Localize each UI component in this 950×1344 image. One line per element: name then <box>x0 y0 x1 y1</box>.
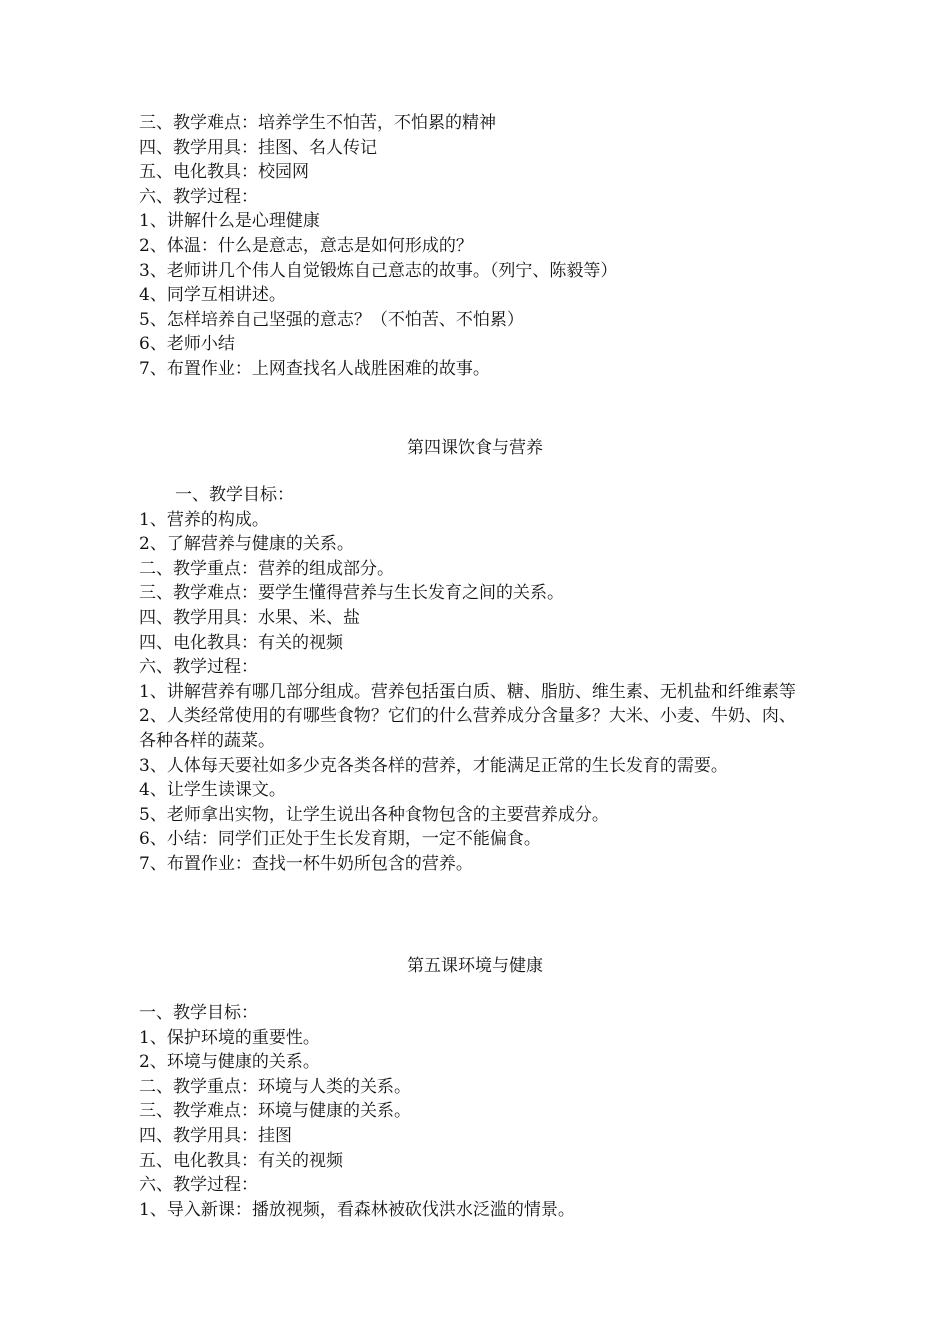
text-line: 6、小结：同学们正处于生长发育期，一定不能偏食。 <box>139 829 541 850</box>
text-line: 2、人类经常使用的有哪些食物？它们的什么营养成分含量多？大米、小麦、牛奶、肉、各种各样的蔬菜。 <box>139 706 796 751</box>
text-line: 3、老师讲几个伟人自觉锻炼自己意志的故事。（列宁、陈毅等） <box>139 260 618 281</box>
text-line: 四、电化教具：有关的视频 <box>139 632 343 653</box>
text-line: 一、教学目标： <box>139 1003 258 1023</box>
text-line: 4、同学互相讲述。 <box>139 285 286 306</box>
lesson5-title: 第五课环境与健康 <box>407 956 543 976</box>
lesson4-body <box>139 483 811 877</box>
text-line: 1、讲解营养有哪几部分组成。营养包括蛋白质、糖、脂肪、维生素、无机盐和纤维素等 <box>139 681 796 702</box>
text-line: 三、教学难点：环境与健康的关系。 <box>139 1101 411 1122</box>
text-line: 2、了解营养与健康的关系。 <box>139 534 354 555</box>
text-line: 2、体温：什么是意志，意志是如何形成的？ <box>139 235 473 256</box>
lesson4-title: 第四课饮食与营养 <box>407 438 543 458</box>
text-line: 7、布置作业：上网查找名人战胜困难的故事。 <box>139 358 490 379</box>
text-line: 1、营养的构成。 <box>139 509 269 530</box>
text-line: 三、教学难点：培养学生不怕苦，不怕累的精神 <box>139 113 496 133</box>
text-line: 六、教学过程： <box>139 186 258 207</box>
text-line: 1、保护环境的重要性。 <box>139 1027 320 1048</box>
text-line: 6、老师小结 <box>139 334 235 355</box>
text-line: 三、教学难点：要学生懂得营养与生长发育之间的关系。 <box>139 583 564 604</box>
text-line: 六、教学过程： <box>139 657 258 678</box>
text-line: 7、布置作业：查找一杯牛奶所包含的营养。 <box>139 853 473 874</box>
text-line: 5、怎样培养自己坚强的意志？（不怕苦、不怕累） <box>139 309 524 330</box>
text-line: 2、环境与健康的关系。 <box>139 1052 320 1073</box>
text-line: 4、让学生读课文。 <box>139 780 286 801</box>
text-line: 5、老师拿出实物，让学生说出各种食物包含的主要营养成分。 <box>139 804 609 825</box>
text-line: 五、电化教具：校园网 <box>139 162 309 183</box>
text-line: 1、讲解什么是心理健康 <box>139 211 320 232</box>
text-line: 一、教学目标： <box>175 485 294 505</box>
section-top <box>139 111 811 382</box>
text-line: 二、教学重点：营养的组成部分。 <box>139 558 394 579</box>
text-line: 1、导入新课：播放视频，看森林被砍伐洪水泛滥的情景。 <box>139 1199 575 1220</box>
text-line: 五、电化教具：有关的视频 <box>139 1150 343 1171</box>
text-line: 四、教学用具：挂图、名人传记 <box>139 137 377 158</box>
text-line: 3、人体每天要社如多少克各类各样的营养，才能满足正常的生长发育的需要。 <box>139 755 728 776</box>
lesson5-body <box>139 1001 811 1222</box>
text-line: 四、教学用具：挂图 <box>139 1125 292 1146</box>
text-line: 四、教学用具：水果、米、盐 <box>139 607 360 628</box>
text-line: 六、教学过程： <box>139 1175 258 1196</box>
text-line: 二、教学重点：环境与人类的关系。 <box>139 1076 411 1097</box>
